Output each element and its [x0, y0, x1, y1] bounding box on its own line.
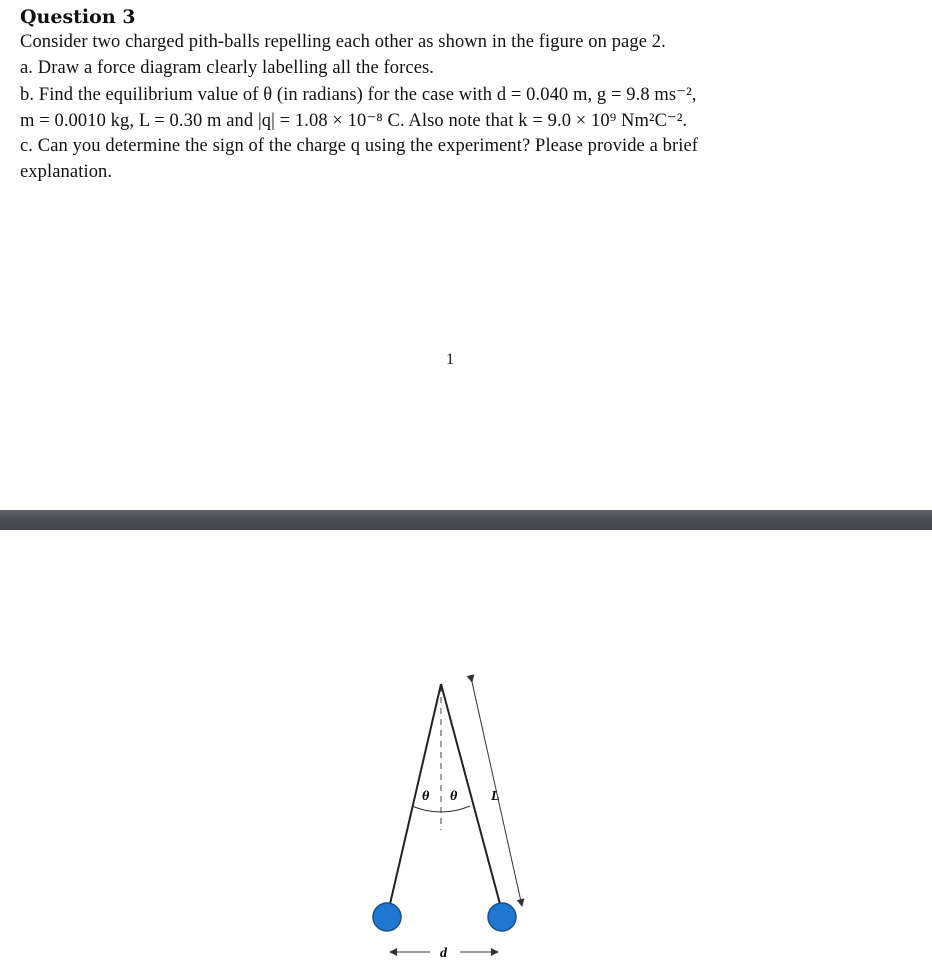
part-a-text: a. Draw a force diagram clearly labelling all the forces.	[20, 58, 435, 78]
pith-ball-figure	[360, 670, 560, 970]
length-label: L	[491, 789, 500, 804]
left-pith-ball	[373, 903, 401, 931]
question-title: Question 3	[20, 6, 136, 28]
theta-arc-right	[441, 806, 470, 812]
left-string	[390, 684, 441, 904]
part-b-line-2: m = 0.0010 kg, L = 0.30 m and |q| = 1.08 × 10⁻⁸ C. Also note that k = 9.0 × 10⁹ Nm²C⁻².	[20, 111, 688, 131]
right-pith-ball	[488, 903, 516, 931]
page-divider	[0, 510, 932, 530]
distance-label: d	[440, 946, 447, 961]
part-c-line-1: c. Can you determine the sign of the charge q using the experiment? Please provide a brief	[20, 136, 699, 156]
theta-label-left: θ	[422, 789, 430, 804]
theta-arc-left	[412, 806, 441, 812]
part-c-line-2: explanation.	[20, 162, 113, 182]
theta-label-right: θ	[450, 789, 458, 804]
part-b-line-1: b. Find the equilibrium value of θ (in radians) for the case with d = 0.040 m, g = 9.8 ms⁻²,	[20, 85, 697, 105]
document-page-2	[0, 530, 932, 980]
page-number: 1	[446, 351, 454, 368]
question-intro: Consider two charged pith-balls repelling each other as shown in the figure on page 2.	[20, 32, 666, 52]
